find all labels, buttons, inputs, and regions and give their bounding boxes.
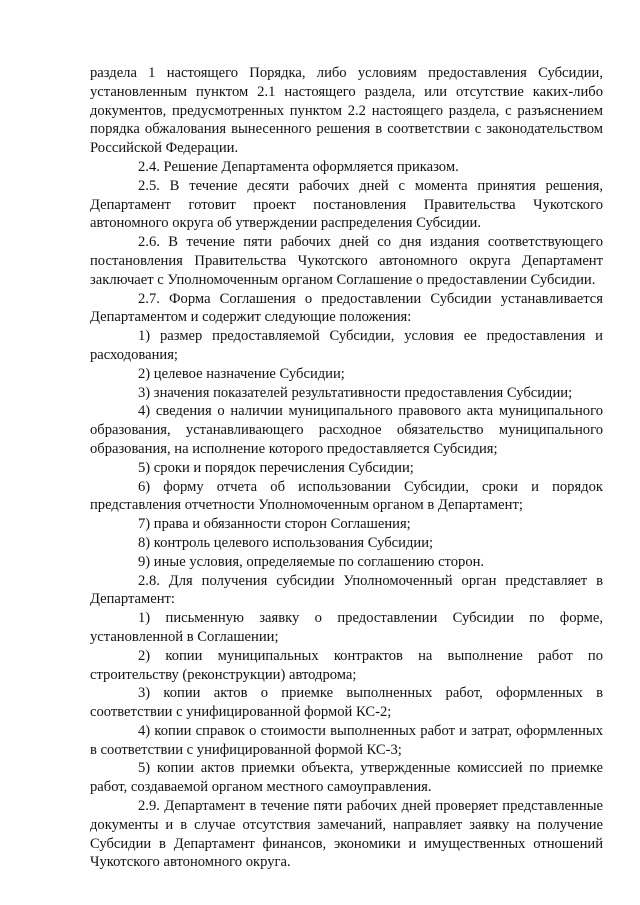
paragraph-2-5: 2.5. В течение десяти рабочих дней с момента принятия решения, Департамент готовит проект постановления Правительства Чукотского автономного округа об утверждении распределения Субсидии. <box>90 177 603 232</box>
list-item-2-8-2: 2) копии муниципальных контрактов на выполнение работ по строительству (реконструкции) автодрома; <box>90 647 603 683</box>
list-item-2-8-5: 5) копии актов приемки объекта, утвержденные комиссией по приемке работ, создаваемой органом местного самоуправления. <box>90 760 603 796</box>
list-item-2-8-1: 1) письменную заявку о предоставлении Субсидии по форме, установленной в Соглашении; <box>90 610 603 645</box>
list-item-2-7-6: 6) форму отчета об использовании Субсидии, сроки и порядок представления отчетности Уполномоченным органом в Департамент; <box>90 478 603 514</box>
paragraph-2-9: 2.9. Департамент в течение пяти рабочих дней проверяет представленные документы и в случае отсутствия замечаний, направляет заявку на получение Субсидии в Департамент финансов, экономики и имущественных отношений Чукотского автономного округа. <box>90 798 603 871</box>
list-item-2-8-3: 3) копии актов о приемке выполненных работ, оформленных в соответствии с унифицированной формой КС-2; <box>90 685 603 721</box>
list-item-2-7-3: 3) значения показателей результативности предоставления Субсидии; <box>138 384 573 401</box>
list-item-2-7-8: 8) контроль целевого использования Субсидии; <box>138 534 434 551</box>
list-item-2-7-7: 7) права и обязанности сторон Соглашения; <box>138 516 411 533</box>
paragraph-2-6: 2.6. В течение пяти рабочих дней со дня издания соответствующего постановления Правительства Чукотского автономного округа Департамент заключает с Уполномоченным органом Соглашение о предоставлении Субсидии. <box>90 234 603 288</box>
document-body <box>90 64 603 872</box>
paragraph-continuation: раздела 1 настоящего Порядка, либо условиям предоставления Субсидии, установленным пунктом 2.1 настоящего раздела, или отсутствие каких-либо документов, предусмотренных пунктом 2.2 настоящего раздела, с разъяснением порядка обжалования вынесенного решения в соответствии с законодательством Российской Федерации. <box>90 65 603 157</box>
paragraph-2-8: 2.8. Для получения субсидии Уполномоченный орган представляет в Департамент: <box>90 572 603 608</box>
list-item-2-7-4: 4) сведения о наличии муниципального правового акта муниципального образования, устанавливающего расходное обязательство муниципального образования, на исполнение которого предоставляется Субсидия; <box>90 403 603 457</box>
paragraph-2-4: 2.4. Решение Департамента оформляется приказом. <box>138 158 459 175</box>
list-item-2-7-1: 1) размер предоставляемой Субсидии, условия ее предоставления и расходования; <box>90 328 603 363</box>
paragraph-2-7: 2.7. Форма Соглашения о предоставлении Субсидии устанавливается Департаментом и содержит следующие положения: <box>90 290 603 326</box>
list-item-2-7-9: 9) иные условия, определяемые по соглашению сторон. <box>138 553 485 570</box>
list-item-2-8-4: 4) копии справок о стоимости выполненных работ и затрат, оформленных в соответствии с унифицированной формой КС-3; <box>90 722 603 758</box>
list-item-2-7-2: 2) целевое назначение Субсидии; <box>138 365 345 382</box>
list-item-2-7-5: 5) сроки и порядок перечисления Субсидии; <box>138 459 414 476</box>
